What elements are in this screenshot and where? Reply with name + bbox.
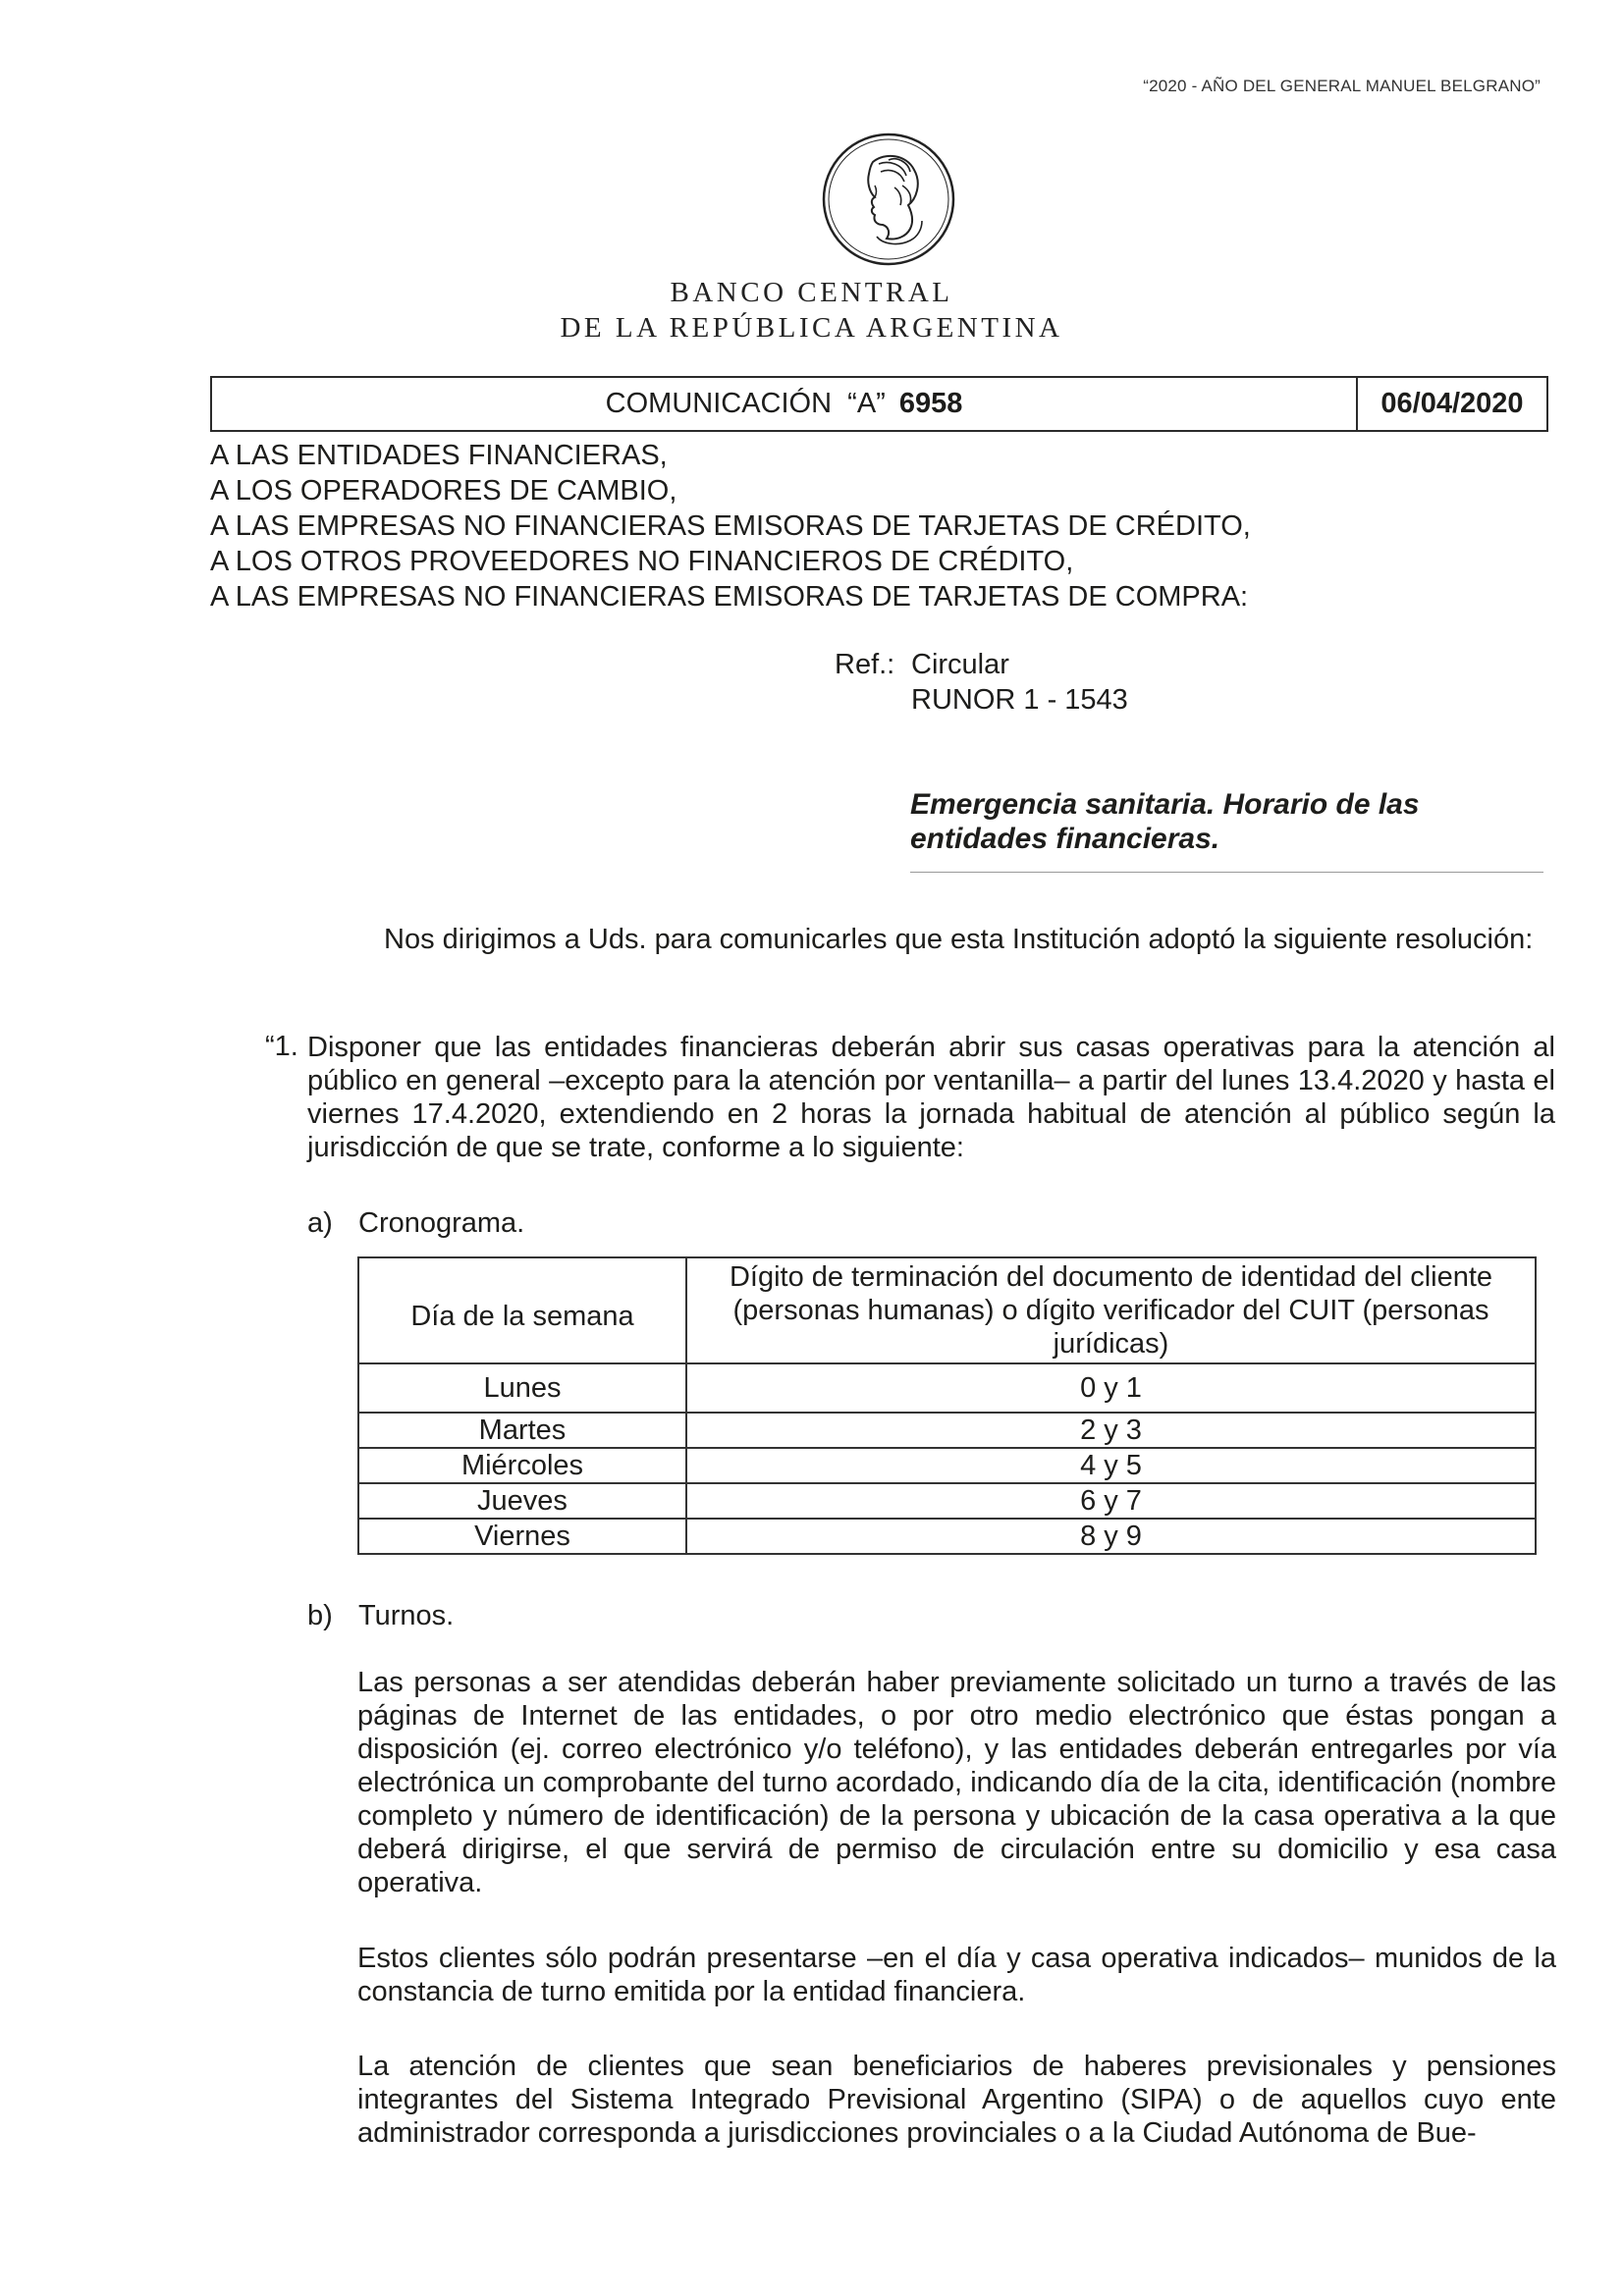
table-cell-day: Lunes	[358, 1363, 686, 1413]
reference-line2: RUNOR 1 - 1543	[911, 684, 1128, 716]
addressee-line: A LAS EMPRESAS NO FINANCIERAS EMISORAS DE TARJETAS DE CRÉDITO,	[210, 510, 1251, 542]
reference-line1: Circular	[911, 649, 1009, 680]
section-b-heading	[307, 1600, 454, 1632]
header-motto: “2020 - AÑO DEL GENERAL MANUEL BELGRANO”	[1143, 77, 1541, 95]
communication-number: 6958	[898, 388, 963, 419]
section-b-letter: b)	[307, 1600, 333, 1631]
table-cell-digits: 2 y 3	[686, 1413, 1536, 1448]
bank-name-line1: BANCO CENTRAL	[670, 277, 953, 308]
table-header-day: Día de la semana	[358, 1257, 686, 1363]
table-header-digits: Dígito de terminación del documento de identidad del cliente (personas humanas) o dígito verificador del CUIT (personas jurídicas)	[686, 1257, 1536, 1363]
section-a-letter: a)	[307, 1207, 333, 1239]
addressee-line: A LOS OPERADORES DE CAMBIO,	[210, 475, 677, 507]
communication-box	[210, 376, 1548, 432]
turnos-paragraph-1: Las personas a ser atendidas deberán haber previamente solicitado un turno a través de las páginas de Internet de las entidades, o por otro medio electrónico que éstas pongan a disposición (ej. correo electrónico y/o teléfono), y las entidades deberán entregarles por vía electrónica un comprobante del turno acordado, indicando día de la cita, identificación (nombre completo y número de identificación) de la persona y ubicación de la casa operativa a la que deberá dirigirse, el que servirá de permiso de circulación entre su domicilio y esa casa operativa.	[357, 1667, 1556, 1898]
turnos-paragraph-3: La atención de clientes que sean beneficiarios de haberes previsionales y pensiones integrantes del Sistema Integrado Previsional Argentino (SIPA) o de aquellos cuyo ente administrador corresponda a jurisdicciones provinciales o a la Ciudad Autónoma de Bue-	[357, 2051, 1556, 2149]
table-row	[358, 1483, 1536, 1519]
table-header-row	[358, 1257, 1536, 1363]
addressee-line: A LAS EMPRESAS NO FINANCIERAS EMISORAS DE TARJETAS DE COMPRA:	[210, 581, 1249, 613]
section-a-title: Cronograma.	[358, 1207, 525, 1239]
subject-text: Emergencia sanitaria. Horario de las entidades financieras.	[910, 788, 1420, 855]
communication-label: COMUNICACIÓN “A”	[605, 388, 886, 419]
table-row	[358, 1363, 1536, 1413]
table-cell-digits: 6 y 7	[686, 1483, 1536, 1519]
communication-date: 06/04/2020	[1380, 388, 1524, 419]
section-a-heading	[307, 1207, 524, 1240]
item-number: “1.	[265, 1031, 298, 1062]
reference-block	[835, 647, 1128, 718]
item-text: Disponer que las entidades financieras deberán abrir sus casas operativas para la atención al público en general –excepto para la atención por ventanilla– a partir del lunes 13.4.2020 y hasta el viernes 17.4.2020, extendiendo en 2 horas la jornada habitual de atención al público según la jurisdicción de que se trate, conforme a lo siguiente:	[307, 1032, 1555, 1163]
section-b-title: Turnos.	[358, 1600, 455, 1631]
table-cell-day: Miércoles	[358, 1448, 686, 1483]
table-cell-day: Martes	[358, 1413, 686, 1448]
bank-name-line2: DE LA REPÚBLICA ARGENTINA	[560, 312, 1063, 344]
communication-title	[212, 378, 1358, 430]
addressee-line: A LAS ENTIDADES FINANCIERAS,	[210, 440, 668, 471]
intro-paragraph	[210, 923, 1560, 956]
intro-text: Nos dirigimos a Uds. para comunicarles que esta Institución adoptó la siguiente resolución:	[384, 924, 1534, 955]
table-cell-day: Viernes	[358, 1519, 686, 1554]
bcra-emblem-icon	[820, 131, 957, 268]
addressee-list	[210, 438, 1251, 614]
subject-line	[910, 787, 1558, 856]
table-cell-day: Jueves	[358, 1483, 686, 1519]
table-cell-digits: 0 y 1	[686, 1363, 1536, 1413]
table-cell-digits: 8 y 9	[686, 1519, 1536, 1554]
table-row	[358, 1448, 1536, 1483]
table-row	[358, 1519, 1536, 1554]
turnos-paragraph-2: Estos clientes sólo podrán presentarse –en el día y casa operativa indicados– munidos de la constancia de turno emitida por la entidad financiera.	[357, 1943, 1556, 2007]
reference-label: Ref.:	[835, 649, 895, 680]
table-cell-digits: 4 y 5	[686, 1448, 1536, 1483]
addressee-line: A LOS OTROS PROVEEDORES NO FINANCIEROS DE CRÉDITO,	[210, 546, 1074, 577]
schedule-table	[357, 1256, 1537, 1555]
subject-divider	[910, 872, 1543, 873]
table-row	[358, 1413, 1536, 1448]
